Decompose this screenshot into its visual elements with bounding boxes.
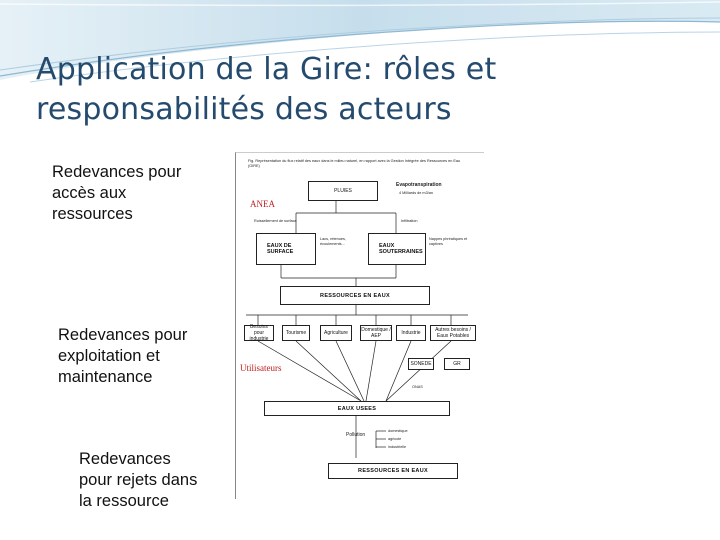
label-redevances-exploitation: Redevances pour exploitation et maintenance [58, 326, 188, 386]
tag-gr: GR [444, 358, 470, 370]
user-box-1: Besoins pour industrie [244, 325, 274, 341]
user-box-5: Industrie [396, 325, 426, 341]
tag-sonede: SONEDE [408, 358, 434, 370]
pollution-industrielle: industrielle [388, 445, 407, 449]
pollution-agricole: agricole [388, 437, 402, 441]
label-pollution: Pollution [346, 432, 366, 438]
pollution-domestique: domestique [388, 429, 408, 433]
note-eaux-souterraines: Nappes phréatiques et captives [429, 237, 468, 246]
box-eaux-souterraines: EAUX SOUTERRAINES [368, 233, 426, 265]
tag-onas: ONAS [412, 385, 423, 389]
zone-label-anea: ANEA [250, 199, 275, 209]
user-box-6: Autres besoins / Eaux Potables [430, 325, 476, 341]
user-box-2: Tourisme [282, 325, 310, 341]
box-ressources-en-eaux: RESSOURCES EN EAUX [280, 286, 430, 305]
label-evapotranspiration-sub: 4 Milliards de m3/an [399, 191, 433, 195]
user-box-4: Domestique / AEP [361, 327, 391, 339]
water-flow-diagram [235, 152, 484, 499]
zone-label-utilisateurs: Utilisateurs [240, 363, 282, 373]
user-box-3: Agriculture [320, 325, 352, 341]
diagram-header-note: Fig. Représentation du flux relatif des eaux dans le milieu naturel, en rapport avec la Gestion Intégrée des Ressources en Eau (GIRE) [248, 159, 461, 168]
label-infiltration: Infiltration [401, 219, 418, 223]
note-eaux-surface: Lacs, retenues, écoulements... [320, 237, 346, 246]
box-pluies: PLUIES [308, 181, 378, 201]
label-redevances-rejets: Redevances pour rejets dans la ressource [79, 450, 198, 510]
label-redevances-acces: Redevances pour accès aux ressources [52, 163, 182, 223]
box-eaux-surface: EAUX DE SURFACE [256, 233, 316, 265]
slide-title: Application de la Gire: rôles et responsabilités des acteurs [36, 52, 497, 127]
label-evapotranspiration: Evapotranspiration [396, 182, 442, 188]
label-ruissellement: Ruissellement de surface [254, 219, 297, 223]
box-ressources-en-eaux-bottom: RESSOURCES EN EAUX [328, 463, 458, 479]
box-eaux-usees: EAUX USEES [264, 401, 450, 416]
